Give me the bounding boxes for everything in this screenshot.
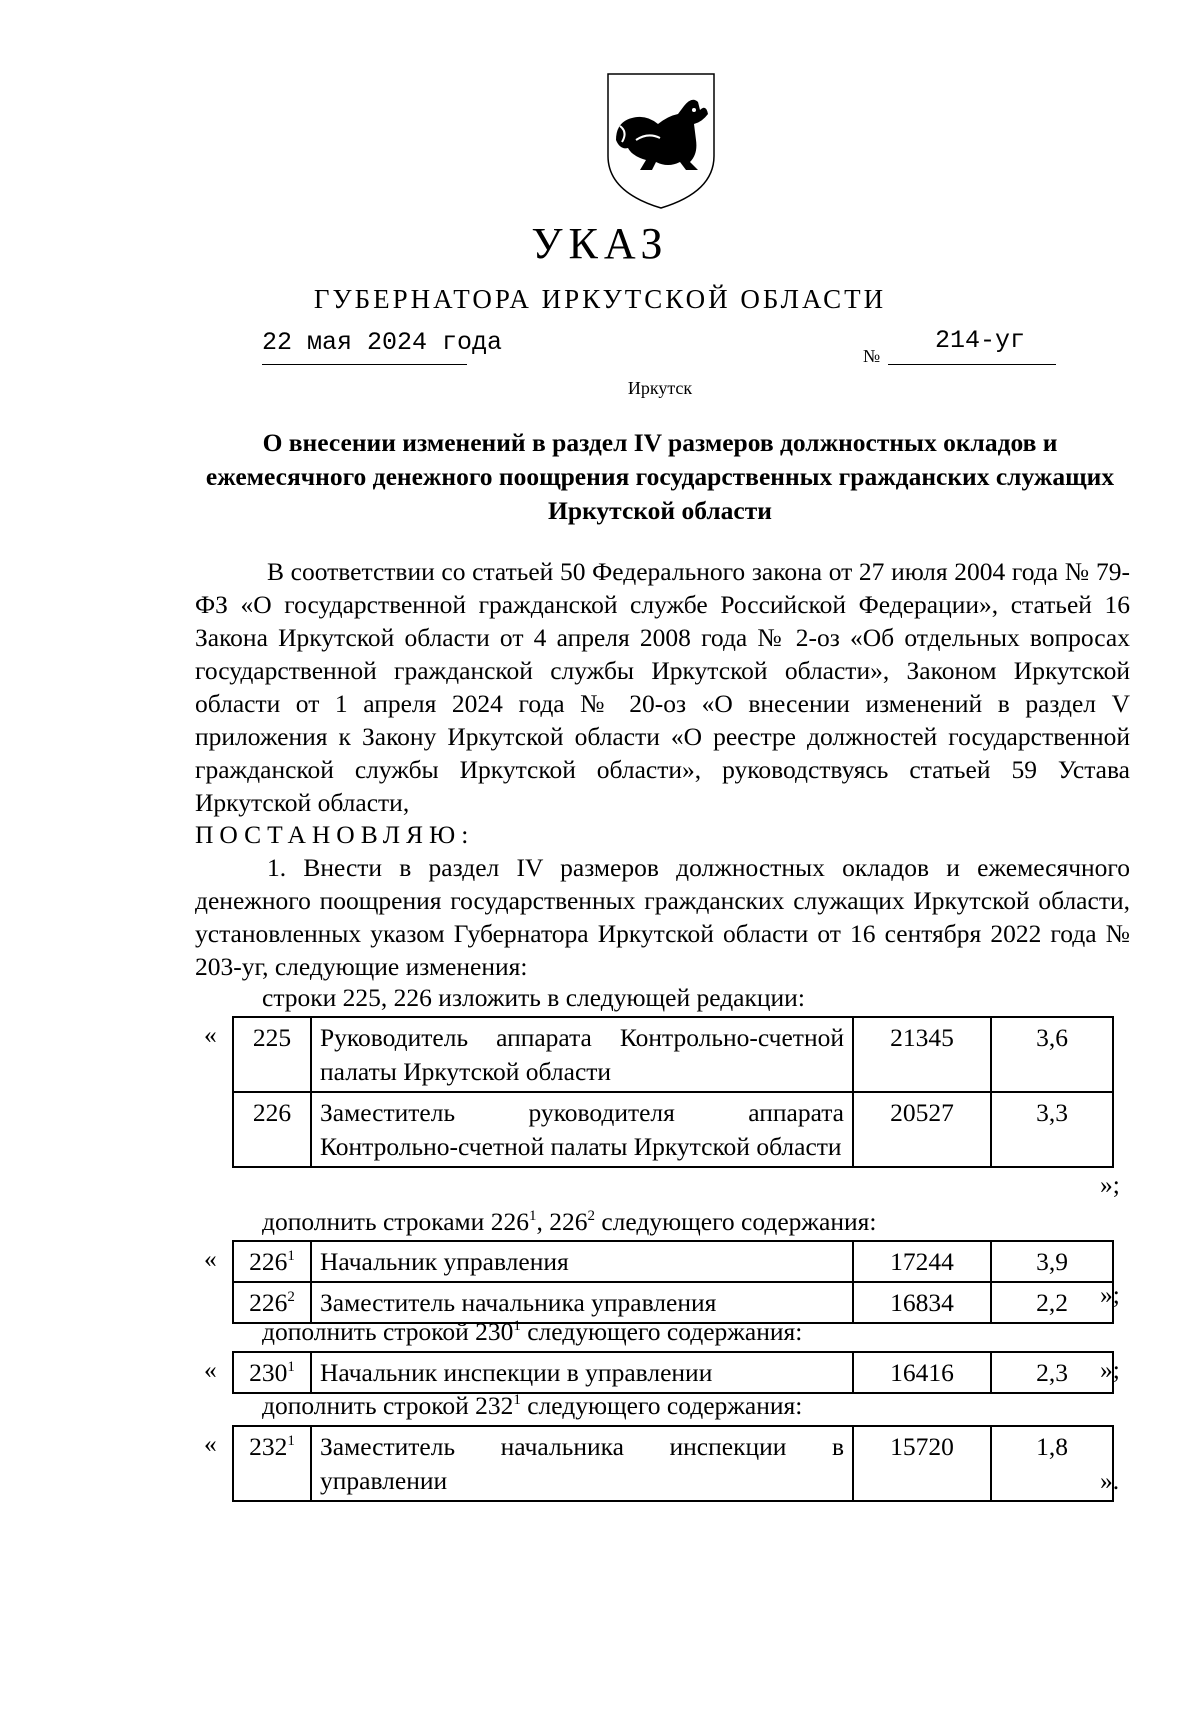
instruction-text: дополнить строкой 232 [262,1391,514,1420]
salary-value: 21345 [853,1017,991,1092]
date-underline [262,364,467,365]
superscript: 2 [287,1289,295,1305]
salary-value: 17244 [853,1241,991,1282]
issuer-title: ГУБЕРНАТОРА ИРКУТСКОЙ ОБЛАСТИ [313,284,887,314]
coefficient-value: 2,2 [991,1282,1113,1323]
row-number: 225 [233,1017,311,1092]
salary-value: 16416 [853,1352,991,1393]
coefficient-value: 3,3 [991,1092,1113,1167]
superscript: 1 [287,1359,295,1375]
row-number: $226^1$ [233,1241,311,1282]
instruction-text: следующего содержания: [520,1317,803,1346]
number-label: № [863,346,881,366]
table-row [233,1241,1113,1282]
decree-number: 214-уг [935,326,1026,355]
document-type-title: УКАЗ [531,219,669,268]
coefficient-value: 3,6 [991,1017,1113,1092]
instruction-text: следующего содержания: [594,1207,877,1236]
table-row-232-1 [232,1425,1114,1502]
instruction-text: дополнить строкой 230 [262,1317,514,1346]
table-row [233,1426,1113,1501]
row-number: $232^1$ [233,1426,311,1501]
superscript: 1 [513,1318,521,1334]
instruction-text: , 226 [536,1207,588,1236]
close-quote: ». [1100,1466,1120,1495]
salary-value: 20527 [853,1092,991,1167]
city: Иркутск [627,378,693,398]
open-quote: « [204,1244,217,1273]
superscript: 1 [528,1208,537,1224]
position-name: Начальник инспекции в управлении [311,1352,853,1393]
close-quote: »; [1100,1280,1120,1309]
salary-value: 15720 [853,1426,991,1501]
superscript: 1 [513,1392,521,1408]
position-name: Начальник управления [311,1241,853,1282]
coat-of-arms-emblem [602,70,720,212]
instruction-4 [262,1391,802,1421]
position-name: Заместитель руководителя аппарата Контрольно-счетной палаты Иркутской области [311,1092,853,1167]
table-row [233,1352,1113,1393]
open-quote: « [204,1020,217,1049]
preamble: В соответствии со статьей 50 Федерального закона от 27 июля 2004 года № 79-ФЗ «О государственной гражданской службе Российской Федерации», статьей 16 Закона Иркутской области от 4 апреля 2008 года № 2-оз «Об отдельных вопросах государственной гражданской службы Иркутской области», Законом Иркутской области от 1 апреля 2024 года № 20-оз «О внесении изменений в раздел V приложения к Закону Иркутской области «О реестре должностей государственной гражданской службы Иркутской области», руководствуясь статьей 59 Устава Иркутской области, [195,557,1130,817]
table-rows-226-1-226-2 [232,1240,1114,1324]
number-underline [888,364,1056,365]
table-rows-225-226 [232,1016,1114,1168]
superscript: 2 [587,1208,595,1224]
superscript: 1 [287,1433,295,1449]
salary-value: 16834 [853,1282,991,1323]
row-number: $230^1$ [233,1352,311,1393]
position-name: Заместитель начальника управления [311,1282,853,1323]
coefficient-value: 2,3 [991,1352,1113,1393]
row-number: 226 [233,1092,311,1167]
row-number: $226^2$ [233,1282,311,1323]
decree-word: ПОСТАНОВЛЯЮ: [195,820,475,849]
superscript: 1 [287,1248,295,1264]
table-row [233,1092,1113,1167]
open-quote: « [204,1429,217,1458]
position-name: Заместитель начальника инспекции в управлении [311,1426,853,1501]
instruction-text: следующего содержания: [520,1391,803,1420]
instruction-text: дополнить строками 226 [262,1207,529,1236]
table-row [233,1017,1113,1092]
close-quote: »; [1100,1170,1120,1199]
coefficient-value: 1,8 [991,1426,1113,1501]
instruction-1: строки 225, 226 изложить в следующей редакции: [262,983,805,1012]
close-quote: »; [1100,1355,1120,1384]
coefficient-value: 3,9 [991,1241,1113,1282]
item-1-text: 1. Внести в раздел IV размеров должностных окладов и ежемесячного денежного поощрения государственных гражданских служащих Иркутской области, установленных указом Губернатора Иркутской области от 16 сентября 2022 года № 203-уг, следующие изменения: [195,853,1130,981]
open-quote: « [204,1355,217,1384]
beaver-sable-icon [602,70,720,212]
instruction-2 [262,1207,876,1237]
decree-heading: О внесении изменений в раздел IV размеров должностных окладов и ежемесячного денежного поощрения государственных гражданских служащих Иркутской области [205,428,1115,525]
table-row-230-1 [232,1351,1114,1394]
position-name: Руководитель аппарата Контрольно-счетной палаты Иркутской области [311,1017,853,1092]
instruction-3 [262,1317,802,1347]
decree-date: 22 мая 2024 года [262,328,503,357]
